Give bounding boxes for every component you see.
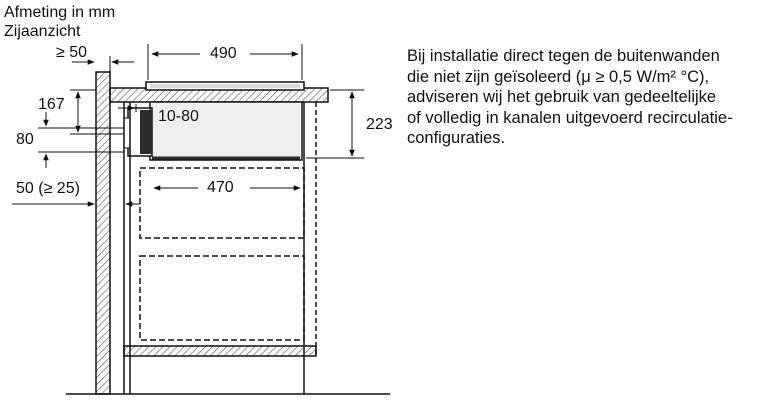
note-line: adviseren wij het gebruik van gedeeltelijke: [407, 88, 717, 106]
drawer-lower: [140, 256, 304, 340]
unit-label: Afmeting in mm: [4, 4, 116, 21]
label-duct-offset: 10-80: [158, 108, 199, 125]
note-line: die niet zijn geïsoleerd (μ ≥ 0,5 W/m² °C),: [407, 67, 710, 86]
hob: [146, 82, 304, 90]
dim-duct-opening: [38, 112, 124, 168]
label-wall-gap: ≥ 50: [56, 44, 88, 61]
note-line: of volledig in kanalen uitgevoerd recirculatie-: [407, 108, 733, 127]
label-shelf-width: 470: [207, 179, 234, 196]
label-hob-width: 490: [210, 45, 237, 62]
view-label: Zijaanzicht: [4, 23, 81, 40]
label-duct-opening: 80: [16, 131, 34, 148]
note-line: Bij installatie direct tegen de buitenwanden: [407, 47, 720, 65]
installation-note: [407, 46, 777, 149]
note-line: configuraties.: [407, 129, 506, 147]
label-unit-height: 223: [366, 116, 393, 133]
label-duct-height: 167: [38, 96, 65, 113]
duct-adapter: [124, 108, 152, 156]
wall: [96, 72, 110, 394]
label-back-gap: 50 (≥ 25): [16, 180, 80, 197]
